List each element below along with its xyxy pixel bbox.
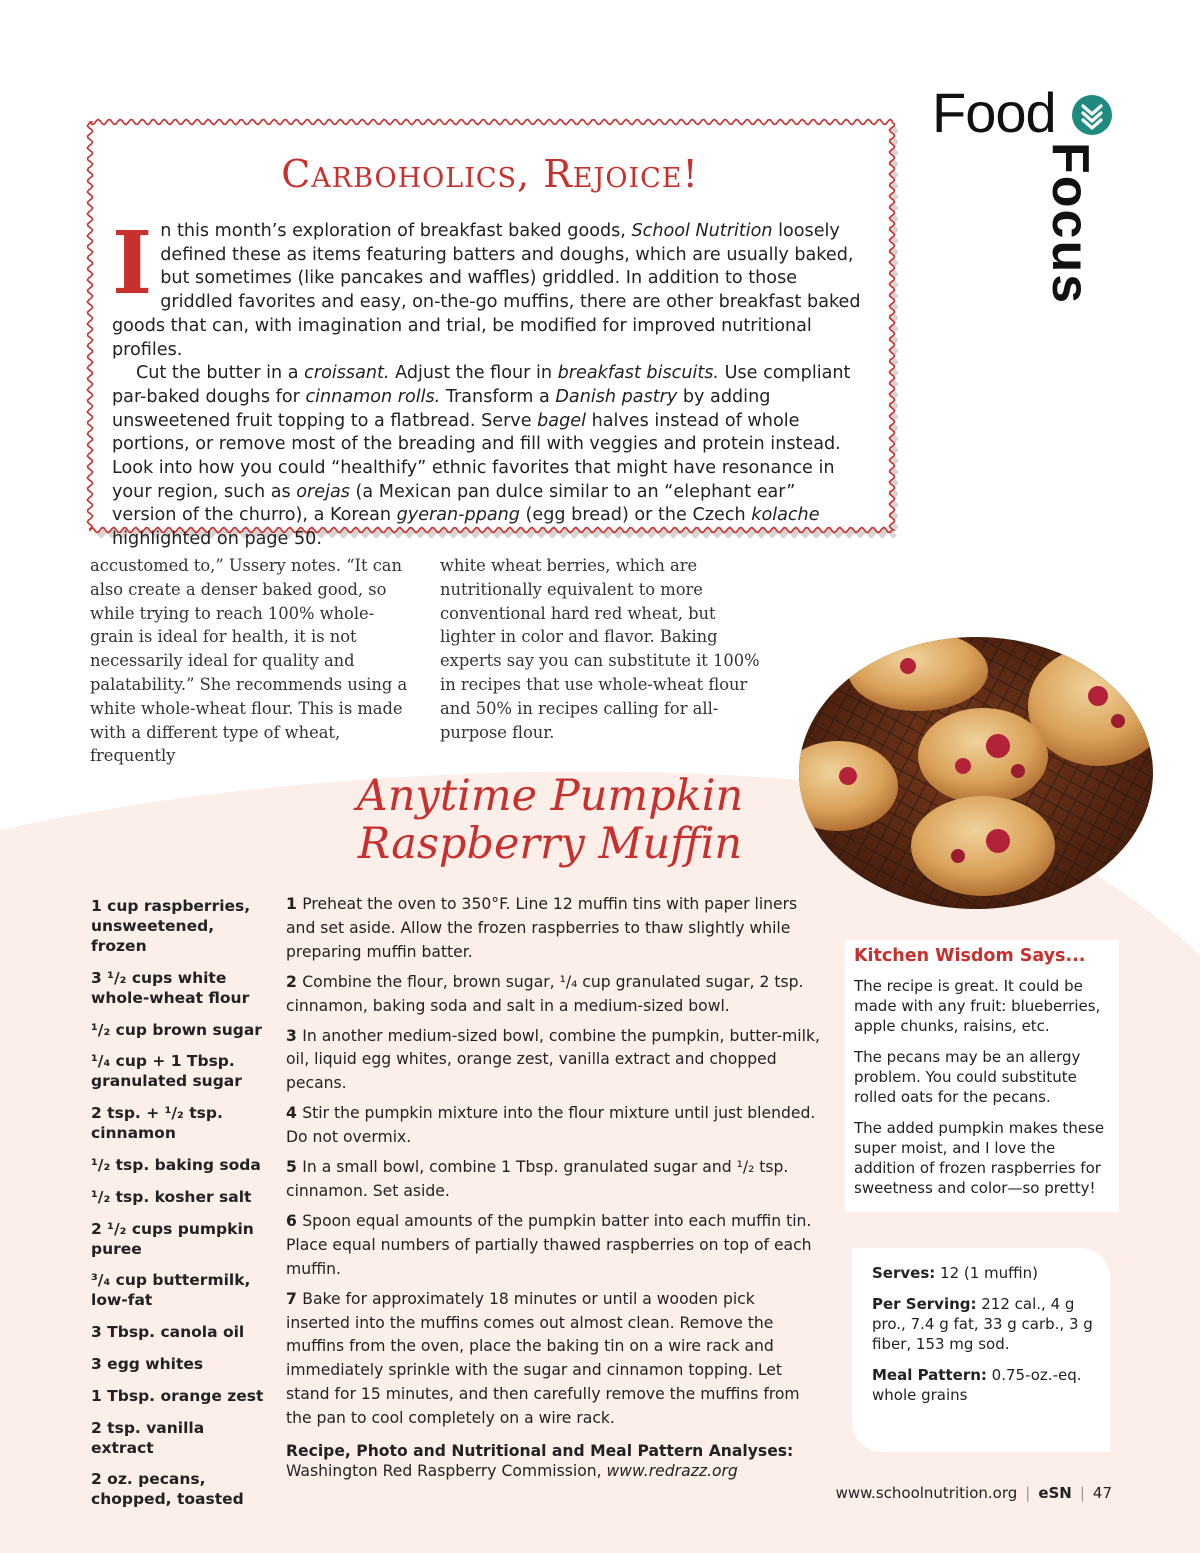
step-number: 3 [286,1026,303,1045]
footer-url[interactable]: www.schoolnutrition.org [835,1484,1018,1502]
kitchen-wisdom-box [845,940,1119,1212]
step-text: Preheat the oven to 350°F. Line 12 muffin tins with paper liners and set aside. Allow the frozen raspberries to thaw slightly while preparing muffin batter. [286,895,798,961]
footer-magazine: eSN [1038,1484,1072,1502]
emphasis-text: gyeran-ppang [396,505,520,526]
ingredient-item: 2 ¹/₂ cups pumpkin puree [91,1219,254,1258]
step-text: Combine the flour, brown sugar, ¹/₄ cup granulated sugar, 2 tsp. cinnamon, baking soda and salt in a medium-sized bowl. [286,972,804,1015]
ingredient-item: ¹/₂ tsp. kosher salt [91,1187,252,1206]
emphasis-text: kolache [751,505,820,526]
recipe-credits [286,1441,821,1481]
callout-body [112,213,862,552]
drop-cap: I [112,213,153,314]
ingredient-item: 3 egg whites [91,1354,204,1373]
credit-source: Washington Red Raspberry Commission, www.redrazz.org [286,1462,738,1481]
emphasis-text: breakfast biscuits. [557,363,720,384]
body-text: Use compliant par-baked doughs for [112,363,851,407]
nutrition-serves: Serves: 12 (1 muffin) [872,1264,1039,1282]
article-column-left: accustomed to,” Ussery notes. “It can also create a denser baked good, so while trying to reach 100% whole-grain is ideal for health, it is not necessarily ideal for quality and palatability.” She recommends using a white whole-wheat flour. This is made with a different type of wheat, frequently [90,556,408,766]
body-text: loosely defined these as items featuring batters and doughs, which are usually baked, but sometimes (like pancakes and waffles) griddled. In addition to those griddled favorites and easy, on-the-go muffins, there are other breakfast baked goods that can, with imagination and trial, be modified for improved nutritional profiles. [112,221,861,360]
body-text: Cut the butter in a [136,363,305,384]
emphasis-text: croissant. [304,363,390,384]
ingredient-item: 2 oz. pecans, chopped, toasted [91,1470,244,1509]
callout-title: Carboholics, Rejoice! [281,152,699,196]
ingredient-item: ³/₄ cup buttermilk, low-fat [91,1271,251,1310]
recipe-steps [286,893,821,1481]
ingredient-item: 2 tsp. + ¹/₂ tsp. cinnamon [91,1104,223,1143]
recipe-title-line-2: Raspberry Muffin [357,819,743,869]
footer-divider: | [1025,1484,1031,1502]
article-column-right: white wheat berries, which are nutritionally equivalent to more conventional hard red wheat, but lighter in color and flavor. Baking experts say you can substitute it 100% in recipes that use whole-wheat flour and 50% in recipes calling for all-purpose flour. [440,556,760,742]
ingredient-item: 3 ¹/₂ cups white whole-wheat flour [91,968,250,1007]
step-text: Stir the pumpkin mixture into the flour mixture until just blended. Do not overmix. [286,1104,816,1147]
ingredient-item: ¹/₂ cup brown sugar [91,1020,262,1039]
recipe-step [286,1156,821,1204]
credit-label: Recipe, Photo and Nutritional and Meal Pattern Analyses: [286,1442,794,1461]
recipe-step [286,893,821,965]
nutrition-box [852,1248,1110,1452]
step-number: 7 [286,1289,303,1308]
step-number: 4 [286,1104,303,1123]
body-text: Transform a [440,386,556,407]
step-number: 1 [286,895,303,913]
step-text: In another medium-sized bowl, combine the pumpkin, butter-milk, oil, liquid egg whites, orange zest, vanilla extract and chopped pecans. [286,1026,820,1093]
step-text: Spoon equal amounts of the pumpkin batter into each muffin tin. Place equal numbers of partially thawed raspberries on top of each muffin. [286,1211,812,1278]
callout-paragraph-1 [112,213,862,362]
step-text: Bake for approximately 18 minutes or until a wooden pick inserted into the muffins comes out almost clean. Remove the muffins from the oven, place the baking tin on a wire rack and immediately sprinkle with the sugar and cinnamon topping. Let stand for 15 minutes, and then carefully remove the muffins from the pan to cool completely on a wire rack. [286,1289,800,1428]
kitchen-wisdom-paragraph: The recipe is great. It could be made with any fruit: blueberries, apple chunks, raisins, etc. [854,977,1101,1035]
recipe-step [286,971,821,1019]
ingredient-item: ¹/₂ tsp. baking soda [91,1155,261,1174]
emphasis-text: Danish pastry [555,386,678,407]
ingredient-item: 1 Tbsp. orange zest [91,1386,264,1405]
recipe-title-line-1: Anytime Pumpkin [356,771,744,821]
nutrition-meal-pattern: Meal Pattern: 0.75-oz.-eq. whole grains [872,1366,1082,1404]
credit-url-link[interactable]: www.redrazz.org [606,1462,738,1481]
step-number: 6 [286,1211,303,1230]
body-text: by adding unsweetened fruit topping to a flatbread. Serve [112,386,771,431]
recipe-step [286,1288,821,1431]
recipe-title [300,772,800,868]
body-text: halves instead of whole portions, or remove most of the breading and fill with veggies and protein instead. Look into how you could “healthify” ethnic favorites that might have resonance in your region, such as [112,410,841,502]
section-title-food: Food [932,81,1056,144]
kitchen-wisdom-paragraph: The added pumpkin makes these super moist, and I love the addition of frozen raspberries for sweetness and color—so pretty! [854,1119,1105,1197]
muffin-photo [798,636,1154,910]
emphasis-text: School Nutrition [631,221,773,241]
body-text: Adjust the flour in [389,363,558,384]
emphasis-text: cinnamon rolls. [305,386,441,407]
chevron-down-double-icon [1072,95,1112,135]
ingredients-list [91,896,271,1521]
recipe-step [286,1025,821,1097]
emphasis-text: bagel [537,410,586,431]
page-footer [760,1484,1112,1502]
body-text: (egg bread) or the Czech [519,505,752,526]
step-text: In a small bowl, combine 1 Tbsp. granulated sugar and ¹/₂ tsp. cinnamon. Set aside. [286,1158,789,1200]
callout-paragraph-2 [112,362,862,552]
step-number: 5 [286,1158,303,1177]
ingredient-item: 3 Tbsp. canola oil [91,1323,245,1342]
page-number: 47 [1092,1484,1112,1502]
ingredient-item: ¹/₄ cup + 1 Tbsp. granulated sugar [91,1052,242,1091]
nutrition-per-serving: Per Serving: 212 cal., 4 g pro., 7.4 g fat, 33 g carb., 3 g fiber, 153 mg sod. [872,1295,1093,1353]
ingredient-item: 1 cup raspberries, unsweetened, frozen [91,897,251,955]
recipe-step [286,1210,821,1282]
emphasis-text: orejas [296,481,350,502]
body-text: highlighted on page 50. [112,529,322,550]
footer-divider: | [1079,1484,1085,1502]
kitchen-wisdom-title: Kitchen Wisdom Says... [854,946,1086,966]
kitchen-wisdom-paragraph: The pecans may be an allergy problem. You could substitute rolled oats for the pecans. [854,1048,1081,1106]
body-text: n this month’s exploration of breakfast baked goods, [160,221,632,241]
recipe-step [286,1102,821,1150]
step-number: 2 [286,972,303,991]
section-title-focus: Focus [1041,142,1099,306]
body-text: (a Mexican pan dulce similar to an “elephant ear” version of the churro), a Korean [112,481,796,526]
ingredient-item: 2 tsp. vanilla extract [91,1418,205,1457]
